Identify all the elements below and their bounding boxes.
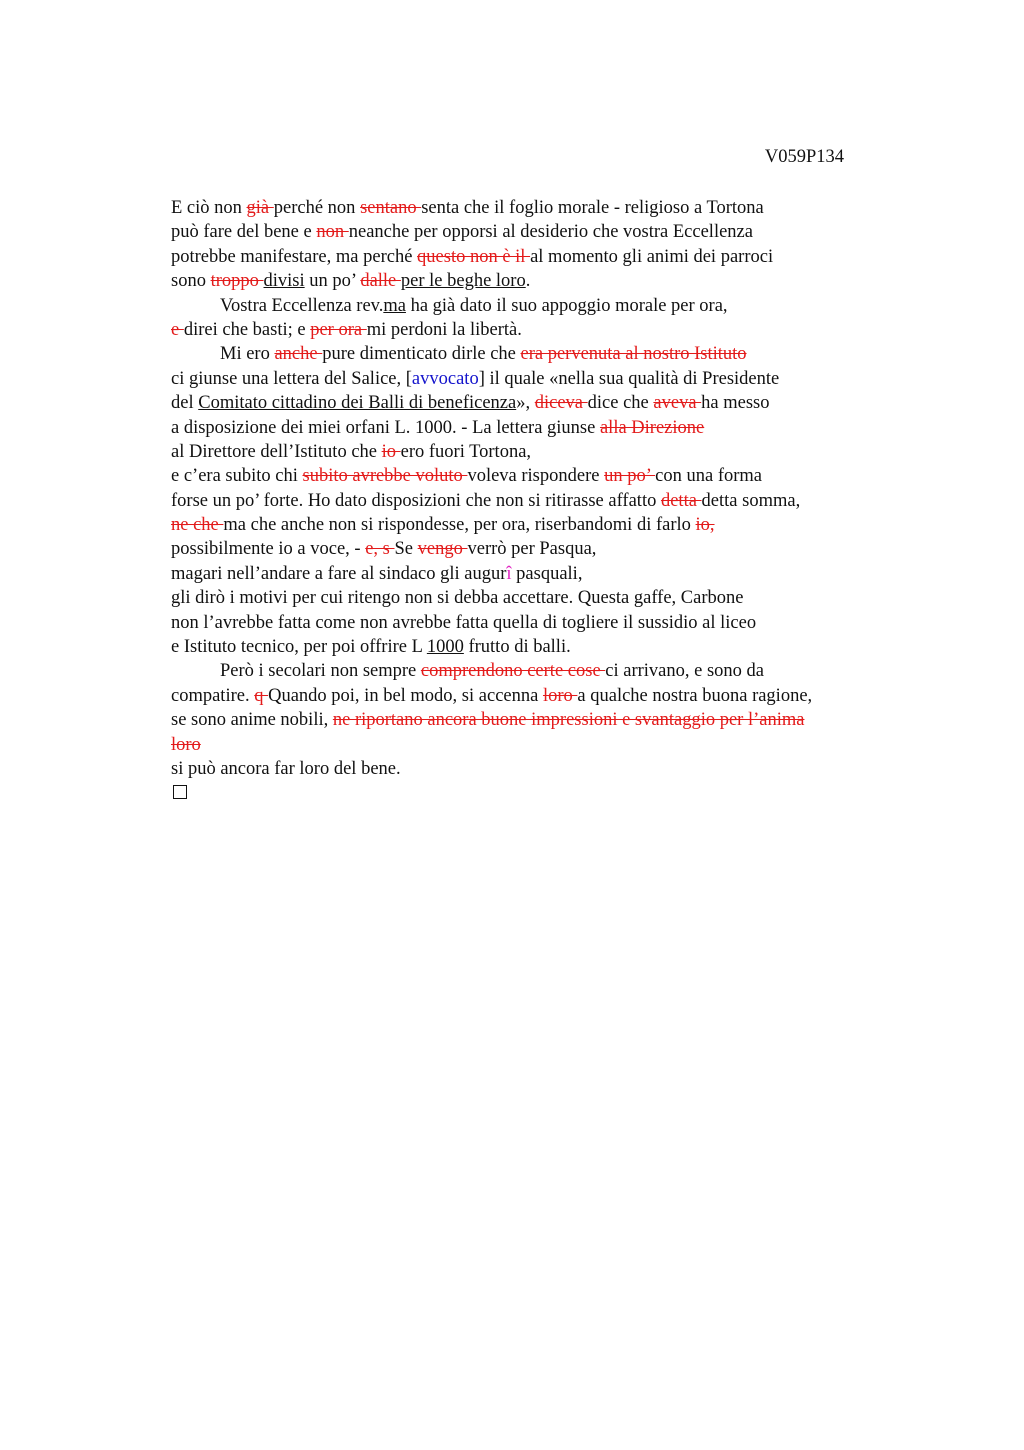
- text-segment: può fare del bene e: [171, 222, 317, 243]
- text-segment: potrebbe manifestare, ma perché: [171, 246, 418, 267]
- text-line: [171, 220, 911, 244]
- text-line: [171, 464, 911, 488]
- text-segment: possibilmente io a voce, -: [171, 539, 366, 560]
- deleted-text: alla Direzione: [599, 417, 705, 438]
- text-line: [171, 196, 911, 220]
- text-segment: a qualche nostra buona ragione,: [577, 685, 813, 706]
- deleted-text: comprendono certe cose: [420, 661, 606, 682]
- text-segment: ] il quale «nella sua qualità di Presidente: [478, 368, 780, 389]
- deleted-text: non: [316, 222, 349, 243]
- text-segment: se sono anime nobili,: [171, 710, 333, 731]
- underlined-text: per le beghe loro: [400, 271, 526, 292]
- text-line: [171, 611, 911, 635]
- deleted-text: sentano: [360, 198, 422, 218]
- deleted-text: ne riportano ancora buone impressioni e svantaggio per l’anima: [332, 710, 805, 731]
- text-segment: un po’: [304, 271, 361, 292]
- text-segment: magari nell’andare a fare al sindaco gli augur: [171, 563, 507, 584]
- text-line: [171, 562, 911, 586]
- text-segment: e Istituto tecnico, per poi offrire L: [171, 637, 427, 658]
- text-segment: dice che: [587, 393, 654, 414]
- text-line: [171, 513, 911, 537]
- deleted-text: anche: [274, 344, 323, 365]
- text-segment: con una forma: [655, 466, 762, 487]
- text-segment: pure dimenticato dirle che: [322, 344, 521, 365]
- underlined-text: ma: [383, 295, 406, 316]
- text-segment: voleva rispondere: [467, 466, 605, 487]
- text-line: [171, 537, 911, 561]
- text-line: [171, 269, 911, 293]
- text-line: [171, 659, 911, 683]
- underlined-text: divisi: [263, 271, 305, 292]
- deleted-text: loro: [171, 734, 201, 755]
- deleted-text: dalle: [360, 271, 401, 292]
- text-segment: compatire.: [171, 685, 255, 706]
- text-segment: sono: [171, 271, 211, 292]
- underlined-text: Comitato cittadino dei Balli di beneficenza: [198, 393, 517, 414]
- text-segment: E ciò non: [171, 198, 247, 218]
- text-segment: ha messo: [701, 393, 770, 414]
- text-segment: direi che basti; e: [183, 319, 311, 340]
- text-line: [171, 733, 911, 757]
- text-segment: a disposizione dei miei orfani L. 1000. - La lettera giunse: [171, 417, 600, 438]
- deleted-text: e, s: [365, 539, 395, 560]
- text-segment: detta somma,: [701, 490, 801, 511]
- underlined-text: 1000: [426, 637, 464, 658]
- text-segment: verrò per Pasqua,: [467, 539, 597, 560]
- page-id: V059P134: [764, 147, 844, 167]
- deleted-text: detta: [660, 490, 702, 511]
- text-line: [171, 635, 911, 659]
- deleted-text: loro: [542, 685, 578, 706]
- deleted-text: questo non è il: [417, 246, 531, 267]
- text-segment: ma che anche non si rispondesse, per ora, riserbandomi di farlo: [223, 515, 696, 536]
- deleted-text: un po’: [604, 466, 656, 487]
- text-segment: forse un po’ forte. Ho dato disposizioni che non si ritirasse affatto: [171, 490, 661, 511]
- text-segment: Se: [394, 539, 418, 560]
- highlighted-char: î: [506, 563, 512, 584]
- text-segment: perché non: [273, 198, 361, 218]
- document-body: [171, 196, 911, 806]
- text-line: [171, 318, 911, 342]
- end-mark-line: [171, 781, 911, 805]
- deleted-text: io,: [695, 515, 715, 536]
- text-segment: neanche per opporsi al desiderio che vostra Eccellenza: [348, 222, 753, 243]
- text-segment: »,: [516, 393, 535, 414]
- text-segment: pasquali,: [511, 563, 583, 584]
- text-segment: del: [171, 393, 199, 414]
- deleted-text: vengo: [417, 539, 468, 560]
- text-line: [171, 342, 911, 366]
- text-line: [171, 708, 911, 732]
- text-line: [171, 391, 911, 415]
- text-segment: e c’era subito chi: [171, 466, 303, 487]
- text-segment: non l’avrebbe fatta come non avrebbe fatta quella di togliere il sussidio al liceo: [171, 612, 757, 633]
- text-segment: gli dirò i motivi per cui ritengo non si debba accettare. Questa gaffe, Carbone: [171, 588, 744, 609]
- text-segment: ci giunse una lettera del Salice, [: [171, 368, 412, 389]
- deleted-text: ne che: [171, 515, 224, 536]
- deleted-text: per ora: [310, 319, 367, 340]
- text-segment: .: [525, 271, 531, 292]
- text-segment: Vostra Eccellenza rev.: [220, 295, 384, 316]
- text-line: [171, 757, 911, 781]
- text-line: [171, 294, 911, 318]
- deleted-text: e: [171, 319, 184, 340]
- text-segment: mi perdoni la libertà.: [366, 319, 522, 340]
- deleted-text: era pervenuta al nostro Istituto: [520, 344, 747, 365]
- text-segment: Mi ero: [220, 344, 275, 365]
- text-segment: si può ancora far loro del bene.: [171, 758, 401, 779]
- text-segment: Però i secolari non sempre: [220, 661, 421, 682]
- text-line: [171, 367, 911, 391]
- text-segment: frutto di balli.: [463, 637, 571, 658]
- text-segment: al momento gli animi dei parroci: [530, 246, 774, 267]
- text-segment: ci arrivano, e sono da: [605, 661, 765, 682]
- text-line: [171, 416, 911, 440]
- text-segment: ha già dato il suo appoggio morale per ora,: [405, 295, 728, 316]
- deleted-text: troppo: [210, 271, 264, 292]
- deleted-text: già: [246, 198, 274, 218]
- deleted-text: subito avrebbe voluto: [302, 466, 468, 487]
- text-segment: Quando poi, in bel modo, si accenna: [268, 685, 543, 706]
- text-segment: ero fuori Tortona,: [400, 441, 532, 462]
- text-segment: al Direttore dell’Istituto che: [171, 441, 382, 462]
- deleted-text: aveva: [653, 393, 702, 414]
- editor-note: avvocato: [411, 368, 479, 389]
- text-line: [171, 489, 911, 513]
- text-line: [171, 440, 911, 464]
- text-line: [171, 586, 911, 610]
- text-line: [171, 245, 911, 269]
- deleted-text: io: [381, 441, 401, 462]
- deleted-text: diceva: [534, 393, 588, 414]
- deleted-text: q: [254, 685, 269, 706]
- text-segment: senta che il foglio morale - religioso a Tortona: [421, 198, 764, 218]
- text-line: [171, 684, 911, 708]
- checkbox-icon: [173, 785, 187, 799]
